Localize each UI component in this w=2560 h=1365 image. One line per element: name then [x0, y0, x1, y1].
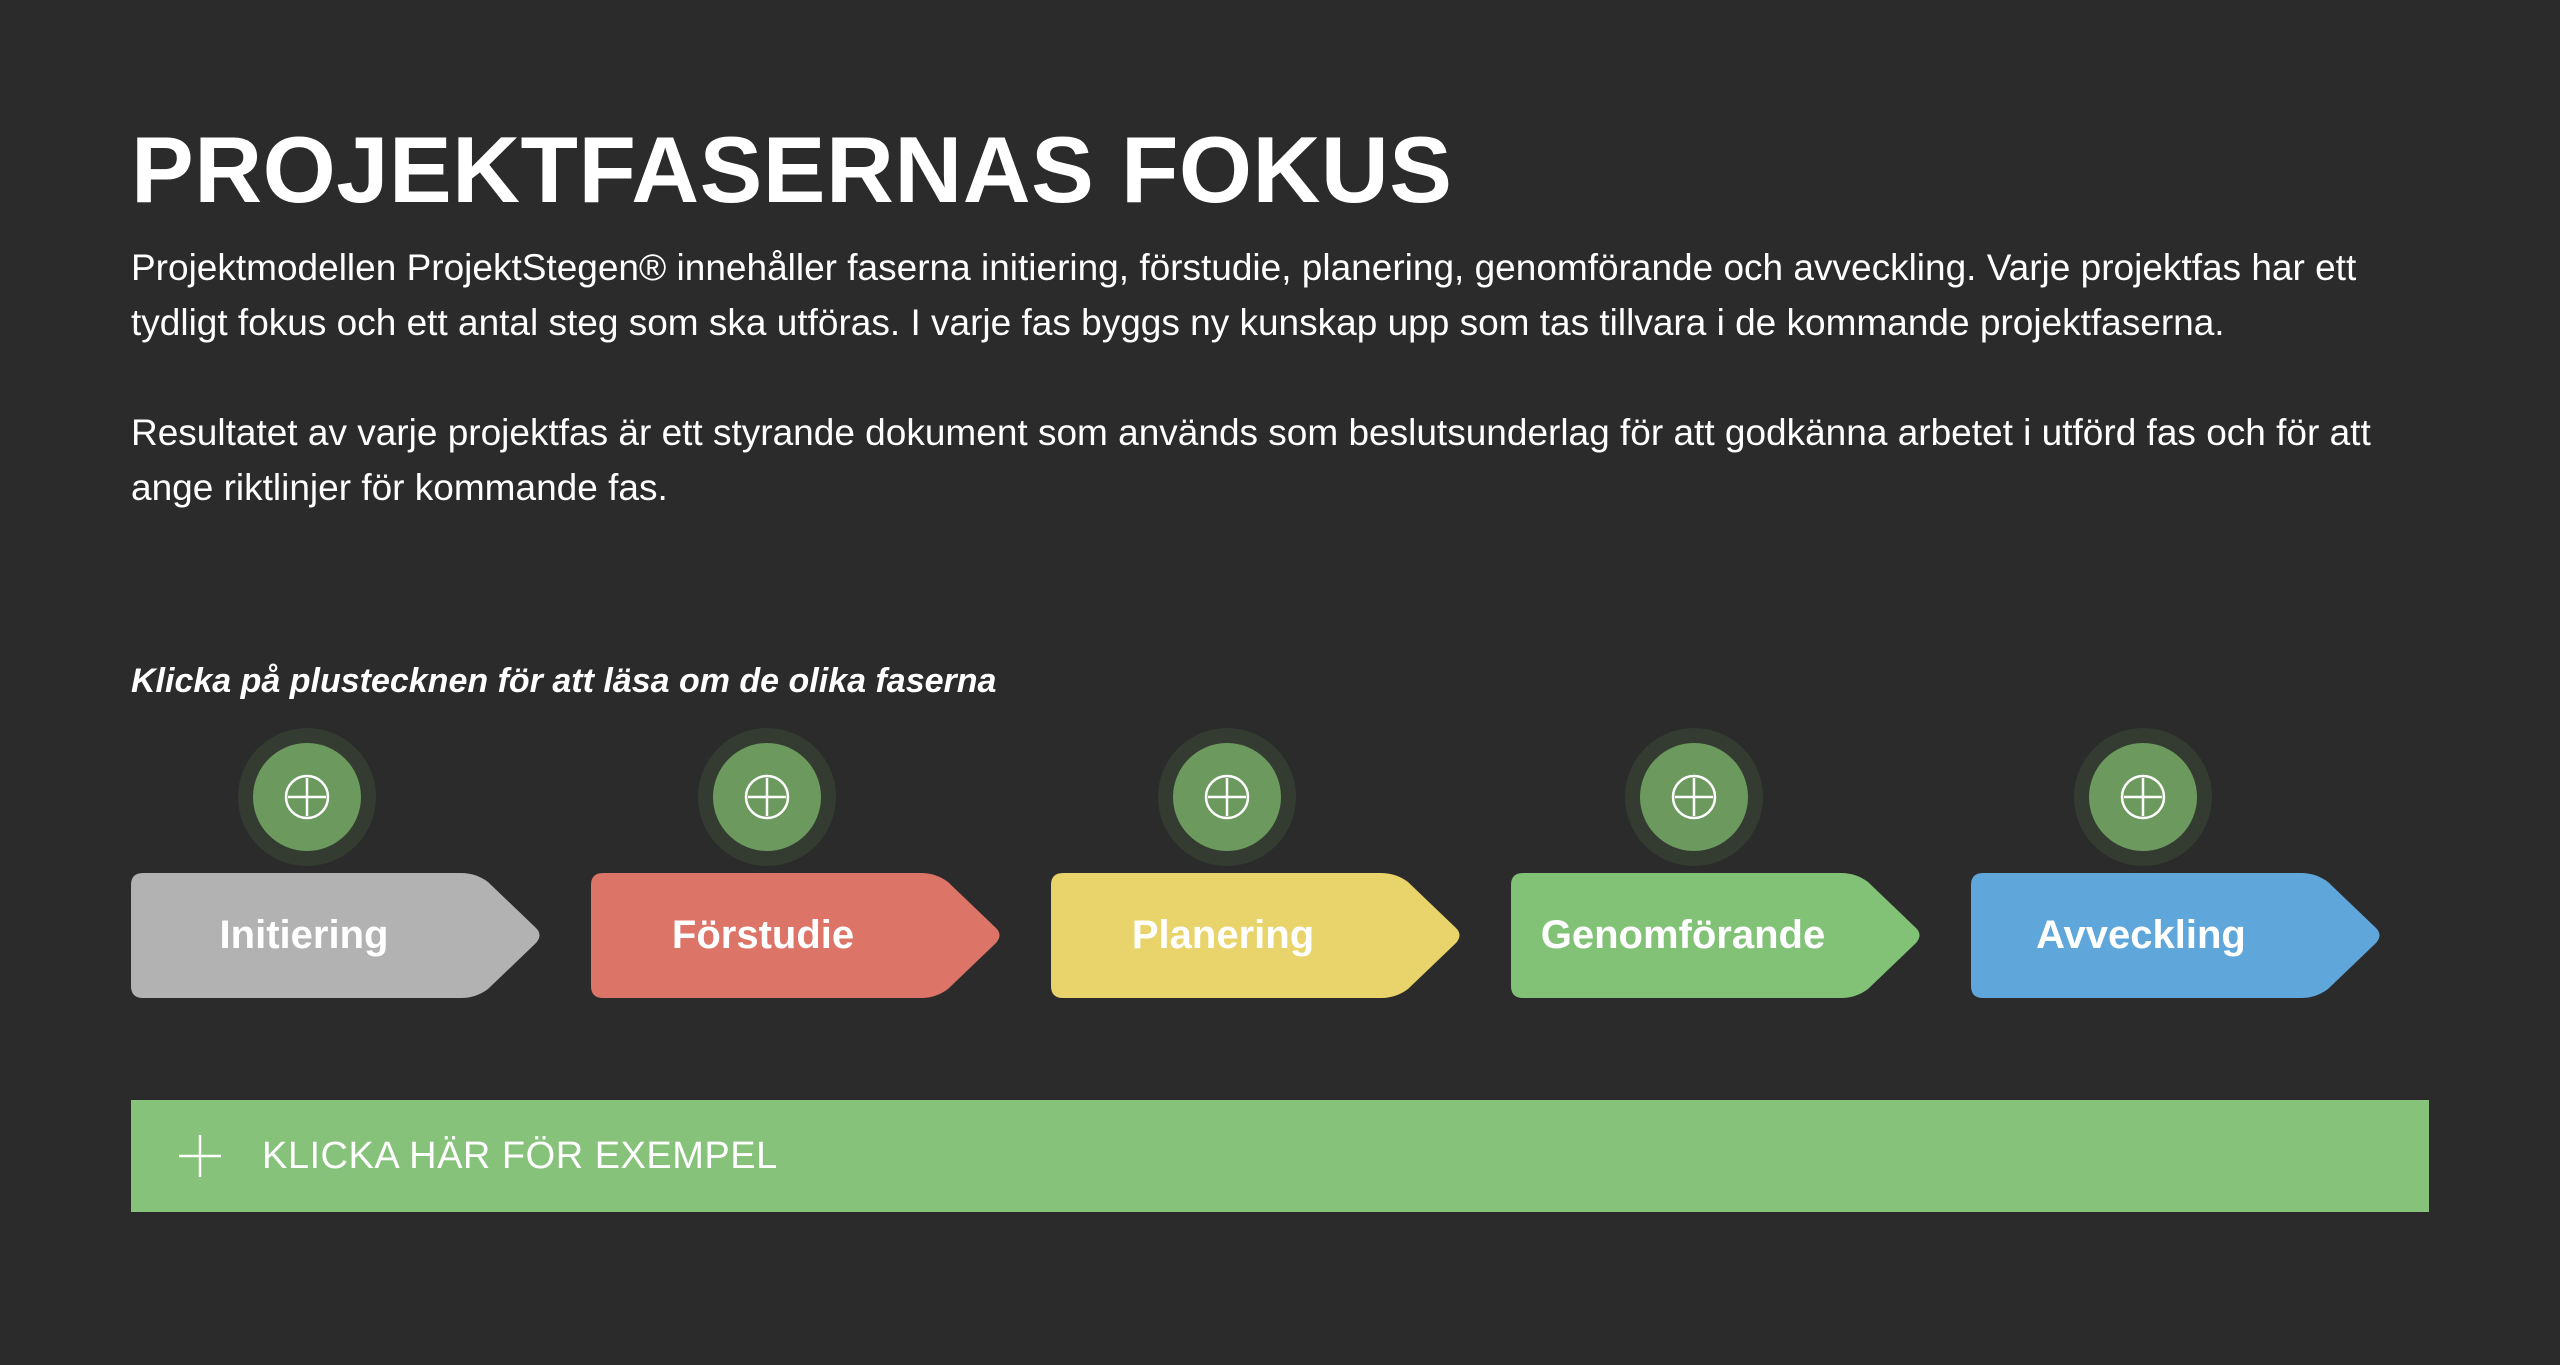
phase-initiering — [131, 728, 551, 1000]
plus-circle-icon — [2105, 759, 2181, 835]
example-toggle-button[interactable] — [131, 1100, 2429, 1212]
example-toggle-label: KLICKA HÄR FÖR EXEMPEL — [262, 1135, 778, 1177]
phase-forstudie-label: Förstudie — [671, 913, 855, 957]
intro-text — [131, 240, 2431, 570]
phase-initiering-label: Initiering — [219, 913, 389, 957]
phase-avveckling-expand-button[interactable] — [2074, 728, 2212, 866]
plus-circle-icon — [729, 759, 805, 835]
phase-planering-label: Planering — [1131, 913, 1315, 957]
phase-forstudie-expand-button[interactable] — [698, 728, 836, 866]
phase-initiering-expand-button[interactable] — [238, 728, 376, 866]
plus-icon — [179, 1135, 221, 1177]
intro-paragraph-1: Projektmodellen ProjektStegen® innehåller faserna initiering, förstudie, planering, genomförande och avveckling. Varje projektfas har ett tydligt fokus och ett antal steg som ska utföras. I varje fas byggs ny kunskap upp som tas tillvara i de kommande projektfaserna. — [131, 247, 2357, 343]
phase-planering — [1051, 728, 1471, 1000]
phase-avveckling-label: Avveckling — [2036, 913, 2246, 957]
plus-circle-icon — [269, 759, 345, 835]
instruction-hint: Klicka på plustecknen för att läsa om de olika faserna — [131, 662, 997, 700]
phase-planering-expand-button[interactable] — [1158, 728, 1296, 866]
phase-avveckling — [1971, 728, 2391, 1000]
phase-forstudie — [591, 728, 1011, 1000]
phase-genomforande-expand-button[interactable] — [1625, 728, 1763, 866]
phase-genomforande-label: Genomförande — [1540, 913, 1826, 957]
plus-circle-icon — [1656, 759, 1732, 835]
page-title: PROJEKTFASERNAS FOKUS — [131, 117, 1453, 222]
phase-genomforande — [1511, 728, 1931, 1000]
intro-paragraph-2: Resultatet av varje projektfas är ett styrande dokument som används som beslutsunderlag för att godkänna arbetet i utförd fas och för att ange riktlinjer för kommande fas. — [131, 412, 2371, 508]
plus-circle-icon — [1189, 759, 1265, 835]
